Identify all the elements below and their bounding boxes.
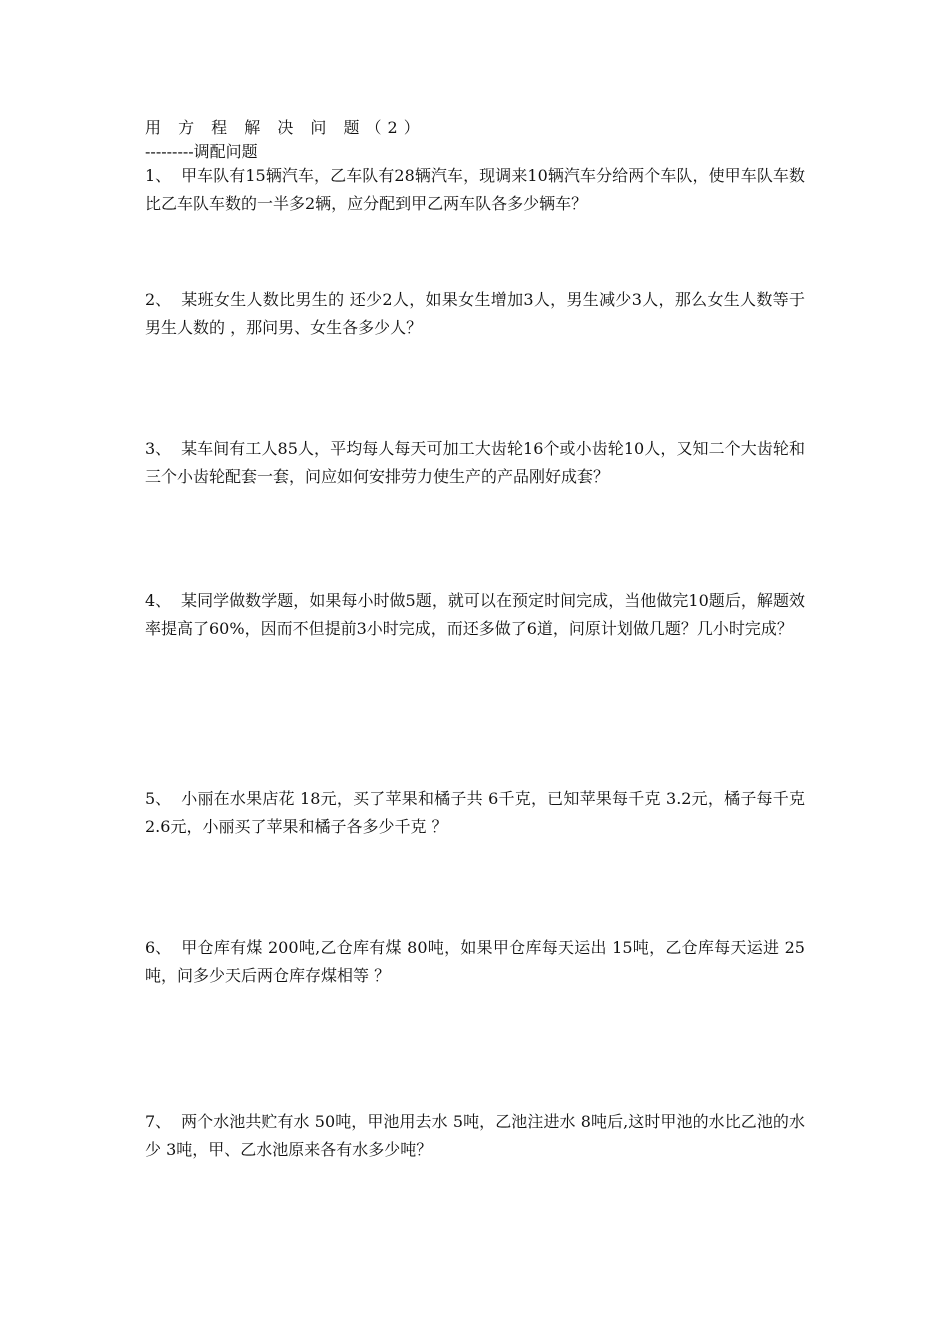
question-text: 小丽在水果店花 18元，买了苹果和橘子共 6千克，已知苹果每千克 3.2元，橘子每千克 2.6元，小丽买了苹果和橘子各多少千克 ？ xyxy=(145,789,805,836)
document-subtitle: ---------调配问题 xyxy=(145,142,258,161)
question-text: 某班女生人数比男生的 还少2人，如果女生增加3人，男生减少3人，那么女生人数等于男生人数的 ，那问男、女生各多少人？ xyxy=(145,290,805,337)
question-7 xyxy=(145,1108,805,1164)
question-4 xyxy=(145,587,805,643)
question-text: 甲车队有15辆汽车，乙车队有28辆汽车，现调来10辆汽车分给两个车队，使甲车队车数比乙车队车数的一半多2辆，应分配到甲乙两车队各多少辆车？ xyxy=(145,166,805,213)
question-3 xyxy=(145,435,805,491)
question-text: 某同学做数学题，如果每小时做5题，就可以在预定时间完成，当他做完10题后，解题效率提高了60%，因而不但提前3小时完成，而还多做了6道，问原计划做几题？几小时完成？ xyxy=(145,591,805,638)
document-title: 用 方 程 解 决 问 题（2） xyxy=(145,118,426,137)
question-number: 2、 xyxy=(145,290,172,309)
question-text: 甲仓库有煤 200吨,乙仓库有煤 80吨，如果甲仓库每天运出 15吨，乙仓库每天运进 25吨，问多少天后两仓库存煤相等 ？ xyxy=(145,938,805,985)
question-number: 6、 xyxy=(145,938,172,957)
question-number: 7、 xyxy=(145,1112,172,1131)
question-2 xyxy=(145,286,805,342)
question-number: 4、 xyxy=(145,591,172,610)
question-text: 某车间有工人85人，平均每人每天可加工大齿轮16个或小齿轮10人，又知二个大齿轮和三个小齿轮配套一套，问应如何安排劳力使生产的产品刚好成套？ xyxy=(145,439,805,486)
question-1 xyxy=(145,162,805,218)
question-number: 3、 xyxy=(145,439,172,458)
question-text: 两个水池共贮有水 50吨，甲池用去水 5吨，乙池注进水 8吨后,这时甲池的水比乙池的水少 3吨，甲、乙水池原来各有水多少吨？ xyxy=(145,1112,805,1159)
question-5 xyxy=(145,785,805,841)
question-number: 1、 xyxy=(145,166,172,185)
question-number: 5、 xyxy=(145,789,172,808)
question-6 xyxy=(145,934,805,990)
